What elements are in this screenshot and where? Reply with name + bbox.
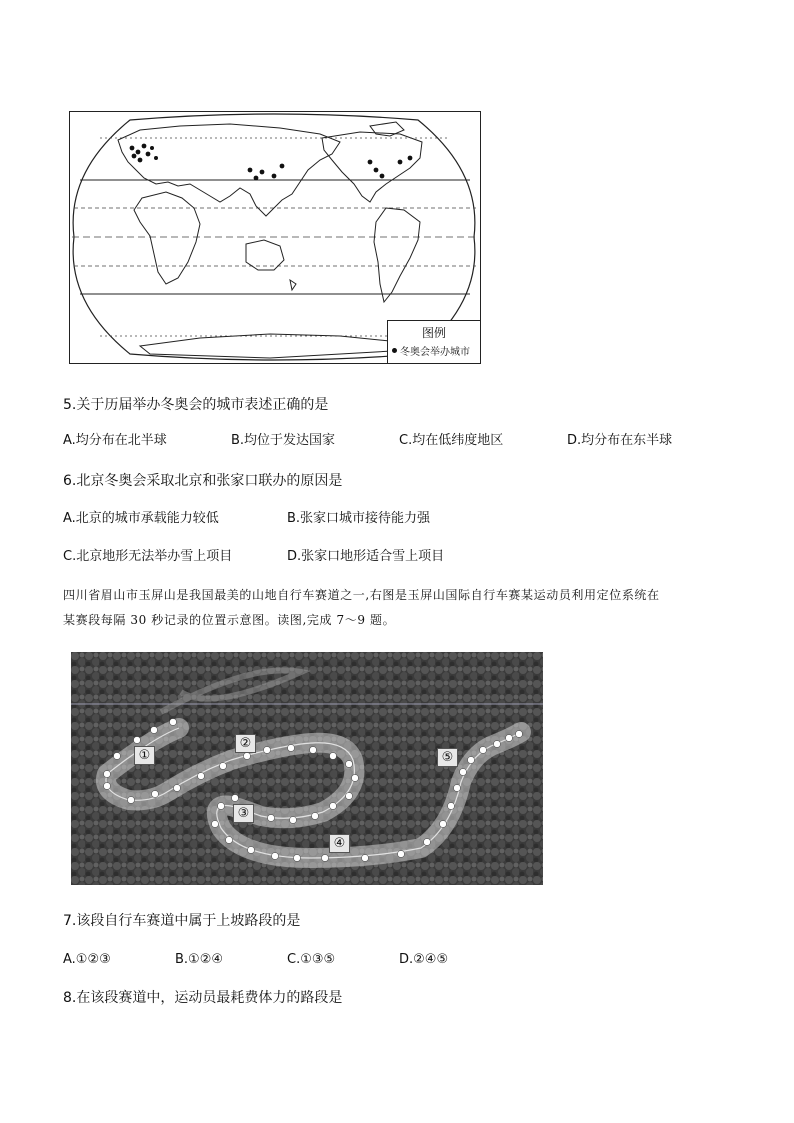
- segment-label-1: ①: [134, 746, 155, 765]
- q6-option-b[interactable]: B.张家口城市接待能力强: [287, 511, 431, 526]
- question-7-stem: 7.该段自行车赛道中属于上坡路段的是: [63, 913, 301, 929]
- host-city-dot-icon: [392, 348, 397, 353]
- q6-option-c[interactable]: C.北京地形无法举办雪上项目: [63, 549, 233, 564]
- passage-line-1: 四川省眉山市玉屏山是我国最美的山地自行车赛道之一,右图是玉屏山国际自行车赛某运动员利用定位系统在: [63, 588, 660, 602]
- host-city-markers: [130, 144, 413, 181]
- track-aerial-photo: [71, 652, 543, 885]
- q6-option-a[interactable]: A.北京的城市承载能力较低: [63, 511, 219, 526]
- q5-option-c[interactable]: C.均在低纬度地区: [399, 433, 504, 448]
- legend-item: [392, 343, 470, 358]
- q7-option-a[interactable]: A.①②③: [63, 952, 111, 967]
- q5-option-b[interactable]: B.均位于发达国家: [231, 433, 336, 448]
- q5-option-d[interactable]: D.均分布在东半球: [567, 433, 673, 448]
- question-6-stem: 6.北京冬奥会采取北京和张家口联办的原因是: [63, 473, 343, 489]
- q5-option-a[interactable]: A.均分布在北半球: [63, 433, 167, 448]
- legend-item-label: 冬奥会举办城市: [400, 347, 470, 358]
- passage-line-2: 某赛段每隔 30 秒记录的位置示意图。读图,完成 7～9 题。: [63, 613, 396, 627]
- segment-label-5: ⑤: [437, 748, 458, 767]
- q7-option-b[interactable]: B.①②④: [175, 952, 224, 967]
- question-5-stem: 5.关于历届举办冬奥会的城市表述正确的是: [63, 397, 329, 413]
- map-legend: [387, 320, 480, 363]
- legend-title: 图例: [421, 326, 446, 340]
- segment-label-4: ④: [329, 834, 350, 853]
- question-8-stem: 8.在该段赛道中，运动员最耗费体力的路段是: [63, 990, 343, 1006]
- q7-option-d[interactable]: D.②④⑤: [399, 952, 449, 967]
- q6-option-d[interactable]: D.张家口地形适合雪上项目: [287, 549, 445, 564]
- segment-label-2: ②: [235, 734, 256, 753]
- segment-label-3: ③: [233, 804, 254, 823]
- q7-option-c[interactable]: C.①③⑤: [287, 952, 336, 967]
- track-graphic: [71, 652, 543, 885]
- world-map-figure: [69, 111, 481, 364]
